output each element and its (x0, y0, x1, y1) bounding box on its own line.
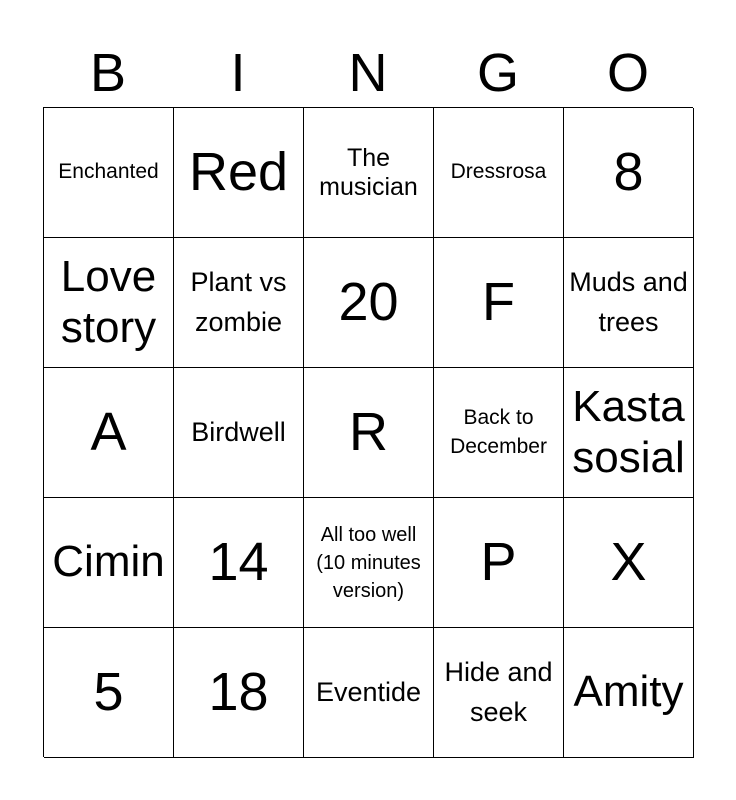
bingo-cell[interactable]: Cimin (44, 498, 174, 628)
bingo-cell[interactable]: Red (174, 108, 304, 238)
bingo-cell[interactable]: 8 (564, 108, 694, 238)
bingo-cell[interactable]: Birdwell (174, 368, 304, 498)
bingo-cell[interactable]: A (44, 368, 174, 498)
bingo-header (43, 40, 693, 106)
bingo-cell[interactable]: 5 (44, 628, 174, 758)
bingo-cell[interactable]: 18 (174, 628, 304, 758)
bingo-cell[interactable]: X (564, 498, 694, 628)
bingo-cell[interactable]: The musician (304, 108, 434, 238)
bingo-cell[interactable]: Muds and trees (564, 238, 694, 368)
bingo-cell[interactable]: Back to December (434, 368, 564, 498)
bingo-cell[interactable]: Plant vs zombie (174, 238, 304, 368)
header-letter-i: I (230, 43, 246, 103)
header-letter-o: O (606, 43, 649, 103)
bingo-cell[interactable]: Hide and seek (434, 628, 564, 758)
bingo-cell[interactable]: F (434, 238, 564, 368)
bingo-cell[interactable]: Dressrosa (434, 108, 564, 238)
header-letter-b: B (89, 43, 127, 103)
bingo-cell[interactable]: Amity (564, 628, 694, 758)
bingo-cell[interactable]: Eventide (304, 628, 434, 758)
bingo-cell[interactable]: Kasta sosial (564, 368, 694, 498)
bingo-cell[interactable]: Enchanted (44, 108, 174, 238)
bingo-cell[interactable]: 20 (304, 238, 434, 368)
bingo-cell[interactable]: 14 (174, 498, 304, 628)
bingo-cell[interactable]: All too well (10 minutes version) (304, 498, 434, 628)
header-letter-g: G (476, 43, 519, 103)
bingo-cell[interactable]: P (434, 498, 564, 628)
header-letter-n: N (348, 43, 388, 103)
bingo-cell[interactable]: Love story (44, 238, 174, 368)
bingo-cell[interactable]: R (304, 368, 434, 498)
bingo-card-grid (43, 107, 693, 757)
